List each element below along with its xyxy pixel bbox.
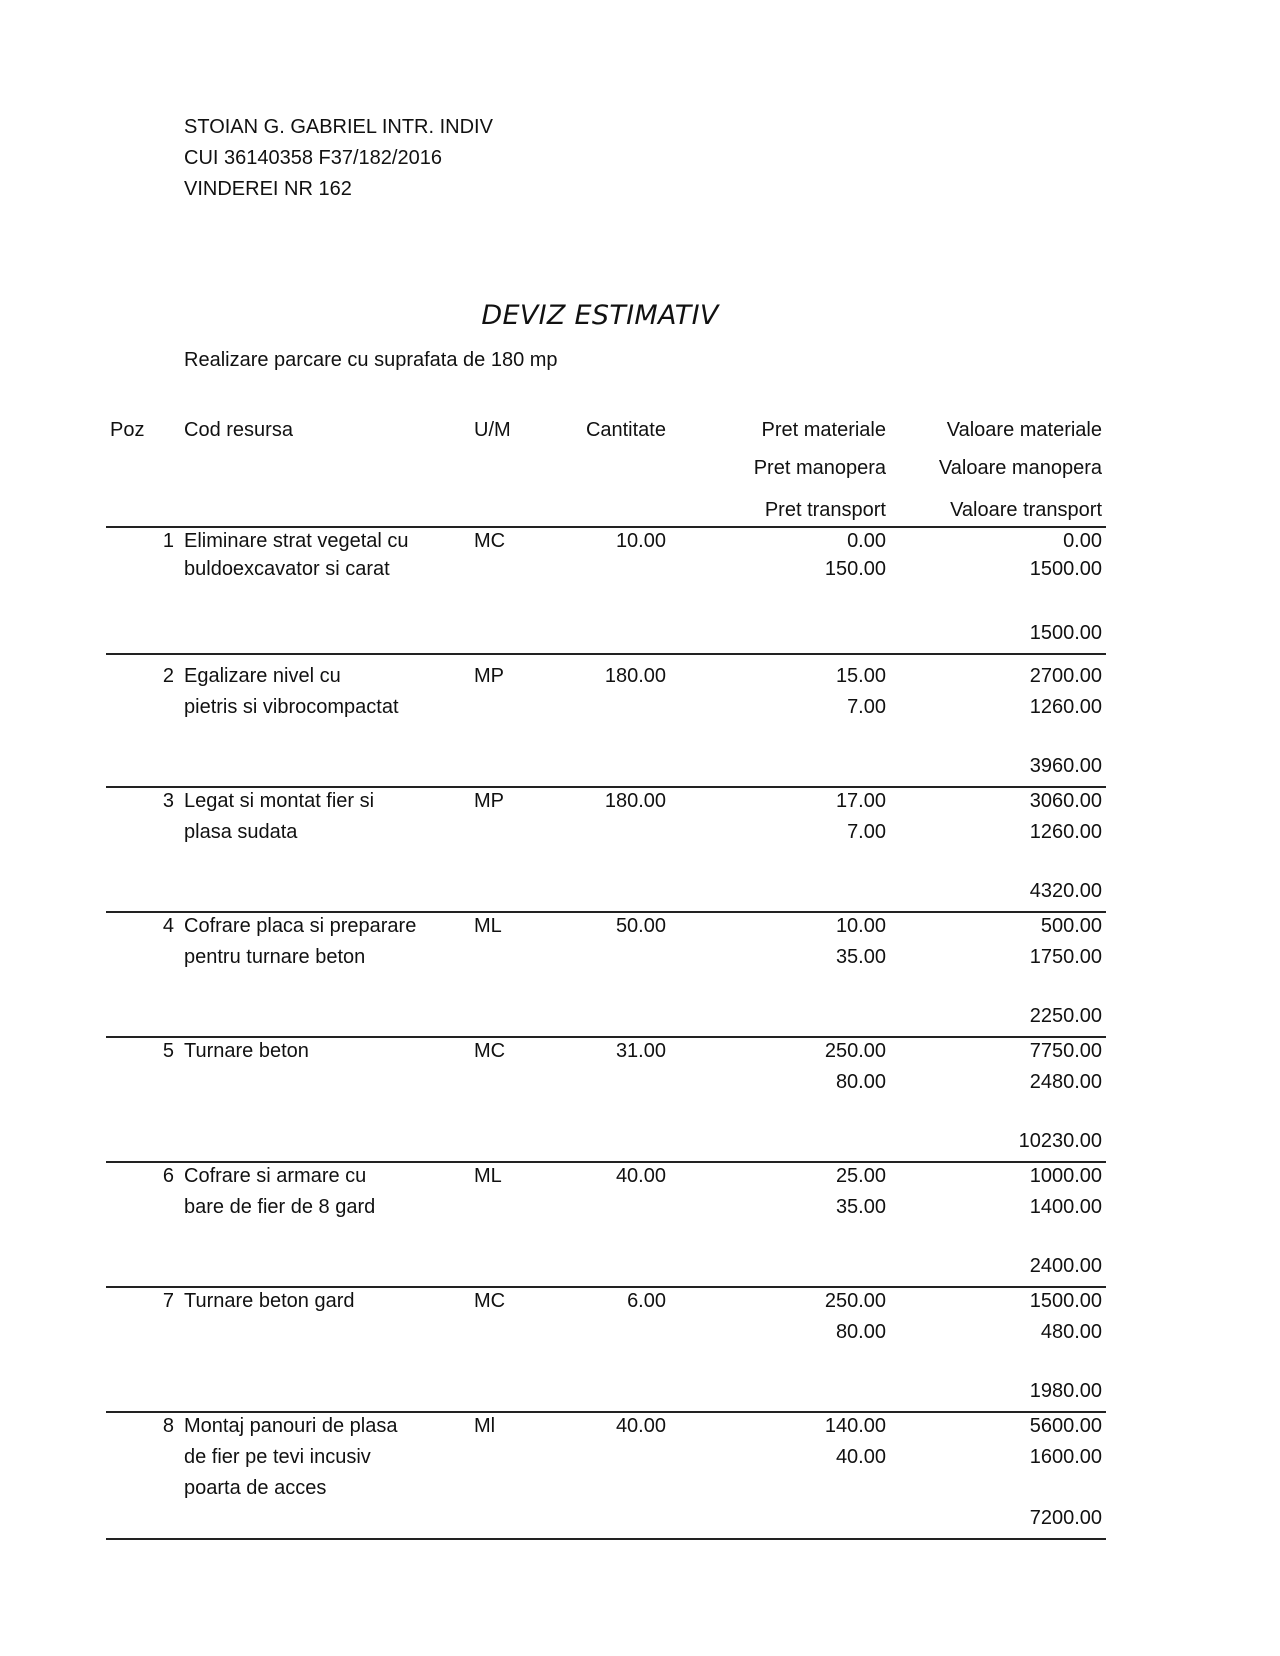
row-price-materials: 250.00 bbox=[824, 1290, 886, 1312]
row-price-labor: 80.00 bbox=[835, 1071, 886, 1093]
row-description-line: Turnare beton gard bbox=[184, 1290, 355, 1312]
company-address: VINDEREI NR 162 bbox=[184, 178, 352, 200]
company-registration: CUI 36140358 F37/182/2016 bbox=[184, 147, 442, 169]
row-value-materials: 1500.00 bbox=[1029, 1290, 1102, 1312]
row-value-materials: 5600.00 bbox=[1029, 1415, 1102, 1437]
row-quantity: 180.00 bbox=[604, 790, 666, 812]
row-price-labor: 80.00 bbox=[835, 1321, 886, 1343]
table-row bbox=[0, 1412, 1280, 1536]
row-value-labor: 1750.00 bbox=[1029, 946, 1102, 968]
row-description-line: pentru turnare beton bbox=[184, 946, 366, 968]
row-price-materials: 0.00 bbox=[847, 530, 886, 552]
row-value-materials: 0.00 bbox=[1063, 530, 1102, 552]
row-quantity: 40.00 bbox=[615, 1415, 666, 1437]
row-price-labor: 7.00 bbox=[847, 696, 886, 718]
row-description-line: de fier pe tevi incusiv bbox=[184, 1446, 371, 1468]
row-total: 4320.00 bbox=[1029, 880, 1102, 902]
row-description-line: Montaj panouri de plasa bbox=[184, 1415, 398, 1437]
row-total: 2250.00 bbox=[1029, 1005, 1102, 1027]
row-total: 10230.00 bbox=[1018, 1130, 1102, 1152]
row-position: 2 bbox=[162, 665, 174, 687]
row-price-labor: 35.00 bbox=[835, 946, 886, 968]
table-row bbox=[0, 529, 1280, 653]
table-row bbox=[0, 1162, 1280, 1286]
row-quantity: 50.00 bbox=[615, 915, 666, 937]
row-description-line: bare de fier de 8 gard bbox=[184, 1196, 376, 1218]
row-value-labor: 1260.00 bbox=[1029, 821, 1102, 843]
row-description-line: plasa sudata bbox=[184, 821, 298, 843]
row-price-materials: 15.00 bbox=[835, 665, 886, 687]
row-value-labor: 480.00 bbox=[1040, 1321, 1102, 1343]
row-quantity: 31.00 bbox=[615, 1040, 666, 1062]
header-cod-resursa: Cod resursa bbox=[184, 419, 293, 441]
row-position: 1 bbox=[162, 530, 174, 552]
row-position: 4 bbox=[162, 915, 174, 937]
row-price-materials: 25.00 bbox=[835, 1165, 886, 1187]
row-description-line: Legat si montat fier si bbox=[184, 790, 375, 812]
company-name: STOIAN G. GABRIEL INTR. INDIV bbox=[184, 116, 493, 138]
row-value-labor: 2480.00 bbox=[1029, 1071, 1102, 1093]
table-row bbox=[0, 1037, 1280, 1161]
row-total: 1980.00 bbox=[1029, 1380, 1102, 1402]
row-price-materials: 10.00 bbox=[835, 915, 886, 937]
row-unit: Ml bbox=[474, 1415, 496, 1437]
table-row bbox=[0, 912, 1280, 1036]
header-valoare-manopera: Valoare manopera bbox=[938, 457, 1102, 479]
row-price-materials: 140.00 bbox=[824, 1415, 886, 1437]
row-quantity: 40.00 bbox=[615, 1165, 666, 1187]
row-position: 3 bbox=[162, 790, 174, 812]
row-total: 7200.00 bbox=[1029, 1507, 1102, 1529]
table-row bbox=[0, 787, 1280, 911]
header-um: U/M bbox=[474, 419, 511, 441]
row-description-line: poarta de acces bbox=[184, 1477, 327, 1499]
row-value-materials: 500.00 bbox=[1040, 915, 1102, 937]
row-price-materials: 250.00 bbox=[824, 1040, 886, 1062]
row-price-labor: 7.00 bbox=[847, 821, 886, 843]
row-total: 1500.00 bbox=[1029, 622, 1102, 644]
row-value-labor: 1500.00 bbox=[1029, 558, 1102, 580]
row-price-labor: 40.00 bbox=[835, 1446, 886, 1468]
row-description-line: Cofrare placa si preparare bbox=[184, 915, 417, 937]
row-description-line: buldoexcavator si carat bbox=[184, 558, 390, 580]
row-description-line: Turnare beton bbox=[184, 1040, 309, 1062]
header-valoare-transport: Valoare transport bbox=[950, 499, 1102, 521]
row-description-line: Cofrare si armare cu bbox=[184, 1165, 367, 1187]
document-title: DEVIZ ESTIMATIV bbox=[481, 300, 719, 331]
row-value-labor: 1600.00 bbox=[1029, 1446, 1102, 1468]
row-description-line: Eliminare strat vegetal cu bbox=[184, 530, 409, 552]
row-value-materials: 1000.00 bbox=[1029, 1165, 1102, 1187]
row-total: 3960.00 bbox=[1029, 755, 1102, 777]
table-row bbox=[0, 1287, 1280, 1411]
row-value-materials: 3060.00 bbox=[1029, 790, 1102, 812]
row-description-line: Egalizare nivel cu bbox=[184, 665, 341, 687]
row-price-labor: 150.00 bbox=[824, 558, 886, 580]
header-pret-materiale: Pret materiale bbox=[761, 419, 886, 441]
row-quantity: 180.00 bbox=[604, 665, 666, 687]
row-divider bbox=[106, 1538, 1106, 1540]
row-value-labor: 1400.00 bbox=[1029, 1196, 1102, 1218]
row-unit: MC bbox=[474, 1290, 506, 1312]
row-divider bbox=[106, 653, 1106, 655]
header-poz: Poz bbox=[110, 419, 145, 441]
header-pret-manopera: Pret manopera bbox=[753, 457, 886, 479]
row-unit: ML bbox=[474, 915, 502, 937]
row-quantity: 10.00 bbox=[615, 530, 666, 552]
row-description-line: pietris si vibrocompactat bbox=[184, 696, 399, 718]
row-value-labor: 1260.00 bbox=[1029, 696, 1102, 718]
table-row bbox=[0, 662, 1280, 786]
row-unit: MP bbox=[474, 665, 504, 687]
row-unit: ML bbox=[474, 1165, 502, 1187]
row-unit: MP bbox=[474, 790, 504, 812]
row-value-materials: 7750.00 bbox=[1029, 1040, 1102, 1062]
row-price-materials: 17.00 bbox=[835, 790, 886, 812]
header-pret-transport: Pret transport bbox=[764, 499, 886, 521]
row-value-materials: 2700.00 bbox=[1029, 665, 1102, 687]
row-unit: MC bbox=[474, 1040, 506, 1062]
row-position: 5 bbox=[162, 1040, 174, 1062]
header-valoare-materiale: Valoare materiale bbox=[946, 419, 1102, 441]
row-total: 2400.00 bbox=[1029, 1255, 1102, 1277]
row-quantity: 6.00 bbox=[627, 1290, 666, 1312]
row-position: 7 bbox=[162, 1290, 174, 1312]
row-unit: MC bbox=[474, 530, 506, 552]
row-position: 8 bbox=[162, 1415, 174, 1437]
row-position: 6 bbox=[162, 1165, 174, 1187]
row-price-labor: 35.00 bbox=[835, 1196, 886, 1218]
document-subtitle: Realizare parcare cu suprafata de 180 mp bbox=[184, 349, 558, 371]
table-header-divider bbox=[106, 526, 1106, 528]
header-cantitate: Cantitate bbox=[585, 419, 666, 441]
